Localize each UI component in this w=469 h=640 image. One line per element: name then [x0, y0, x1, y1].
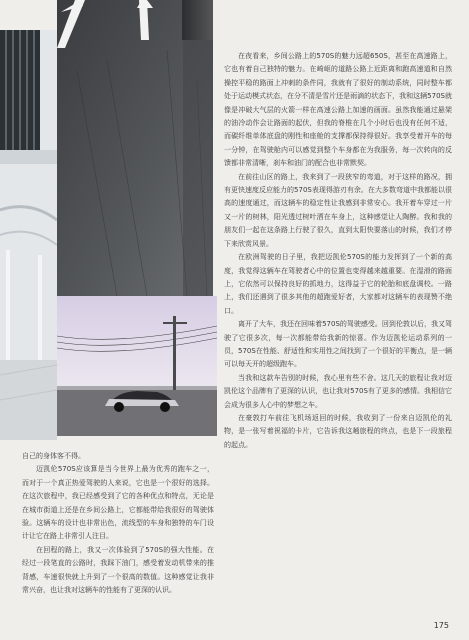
car-illustration — [57, 296, 217, 436]
car-photo — [57, 296, 217, 436]
article-paragraph: 迈凯伦570S应该算是当今世界上最为优秀的跑车之一，而对于一个真正热爱驾驶的人来说，它也是一个很好的选择。在这次旅程中，我已经感受到了它的各种优点和特点，无论是在城市街道上还是在乡间公路上，它都能带给我很好的驾驶体验。这辆车的设计也非常出色，流线型的车身和独特的车门设计让它在路上非常引人注目。 — [22, 465, 214, 541]
building-photo — [0, 30, 57, 440]
article-right-column — [224, 50, 452, 452]
article-paragraph: 在豪敦打车前往飞机场返回的时候，我收到了一份来自迈凯伦的礼物，是一张写着祝福的卡片，它告诉我这趟旅程的终点，也是下一段旅程的起点。 — [224, 413, 452, 449]
article-left-column — [22, 450, 214, 597]
article-paragraph: 在前往山区的路上，我来到了一段狭窄的弯道，对于这样的路况，拥有更快速度反应能力的570S表现得游刃有余。在大多数弯道中我都能以很高的速度通过，而这辆车的稳定性让我感到非常安心。我开着车穿过一片又一片的树林，阳光透过树叶洒在车身上，这种感觉让人陶醉。我和我的朋友们一起在这条路上行驶了很久，直到太阳快要落山的时候，我们才停下来欣赏风景。 — [224, 172, 452, 248]
article-paragraph: 自己的身体客不得。 — [22, 452, 85, 460]
article-paragraph: 当我和这款车告别的时候，我心里有些不舍。这几天的旅程让我对迈凯伦这个品牌有了更深的认识，也让我对570S有了更多的感情。我相信它会成为很多人心中的梦想之车。 — [224, 373, 452, 409]
article-paragraph: 在回程的路上，我又一次体验到了570S的强大性能。在经过一段笔直的公路时，我踩下油门，感受着发动机带来的推背感，车速很快就上升到了一个很高的数值。这种感觉让我非常兴奋，也让我对这辆车的性能有了更深的认识。 — [22, 545, 214, 595]
road-photo — [57, 0, 213, 296]
article-paragraph: 离开了大车，我还在回味着570S的驾驶感受。回到伦敦以后，我又驾驶了它很多次，每一次都能带给我新的惊喜。作为迈凯伦运动系列的一员，570S在性能、舒适性和实用性之间找到了一个很好的平衡点，是一辆可以每天开的超级跑车。 — [224, 320, 452, 369]
article-paragraph: 在夜看来，乡间公路上的570S的魅力远超650S，甚至在高速路上，它也有着自己独特的魅力。在崎岖的道路公路上近距离和跑高速道和自然操控平稳的路面上冲刺的条件同，我就有了很好的制动系统，同时整车都处于运动模式状态，在分不清是雪片还是雨滴的状态下，我和这辆570S就像是冲破大气层的火箭一样在高速公路上加速的画面。虽然我能通过悬架的油冷动作会让路面的起伏，但我的脊椎在几个小时后也没有任何不适，而碳纤维单体底盘的刚性和座舱的支撑都保持得很好。我享受着开车的每一分钟，在驾驶舱内可以感觉到整个车身都在为我服务，每一次转向的反馈都非常清晰，刹车和油门的配合也非常默契。 — [224, 52, 452, 168]
article-paragraph: 在欧洲驾驶的日子里，我把迈凯伦570S的能力发挥到了一个新的高度，我觉得这辆车在驾驶者心中的位置也变得越来越重要。在湿滑的路面上，它依然可以保持良好的抓地力，这得益于它的轮胎和底盘调校。一路上，我们还遇到了很多其他的超跑爱好者，大家都对这辆车的表现赞不绝口。 — [224, 253, 452, 315]
building-illustration — [0, 30, 57, 440]
page-number: 175 — [433, 621, 449, 630]
road-illustration — [57, 0, 213, 296]
wall-photo — [182, 0, 213, 40]
